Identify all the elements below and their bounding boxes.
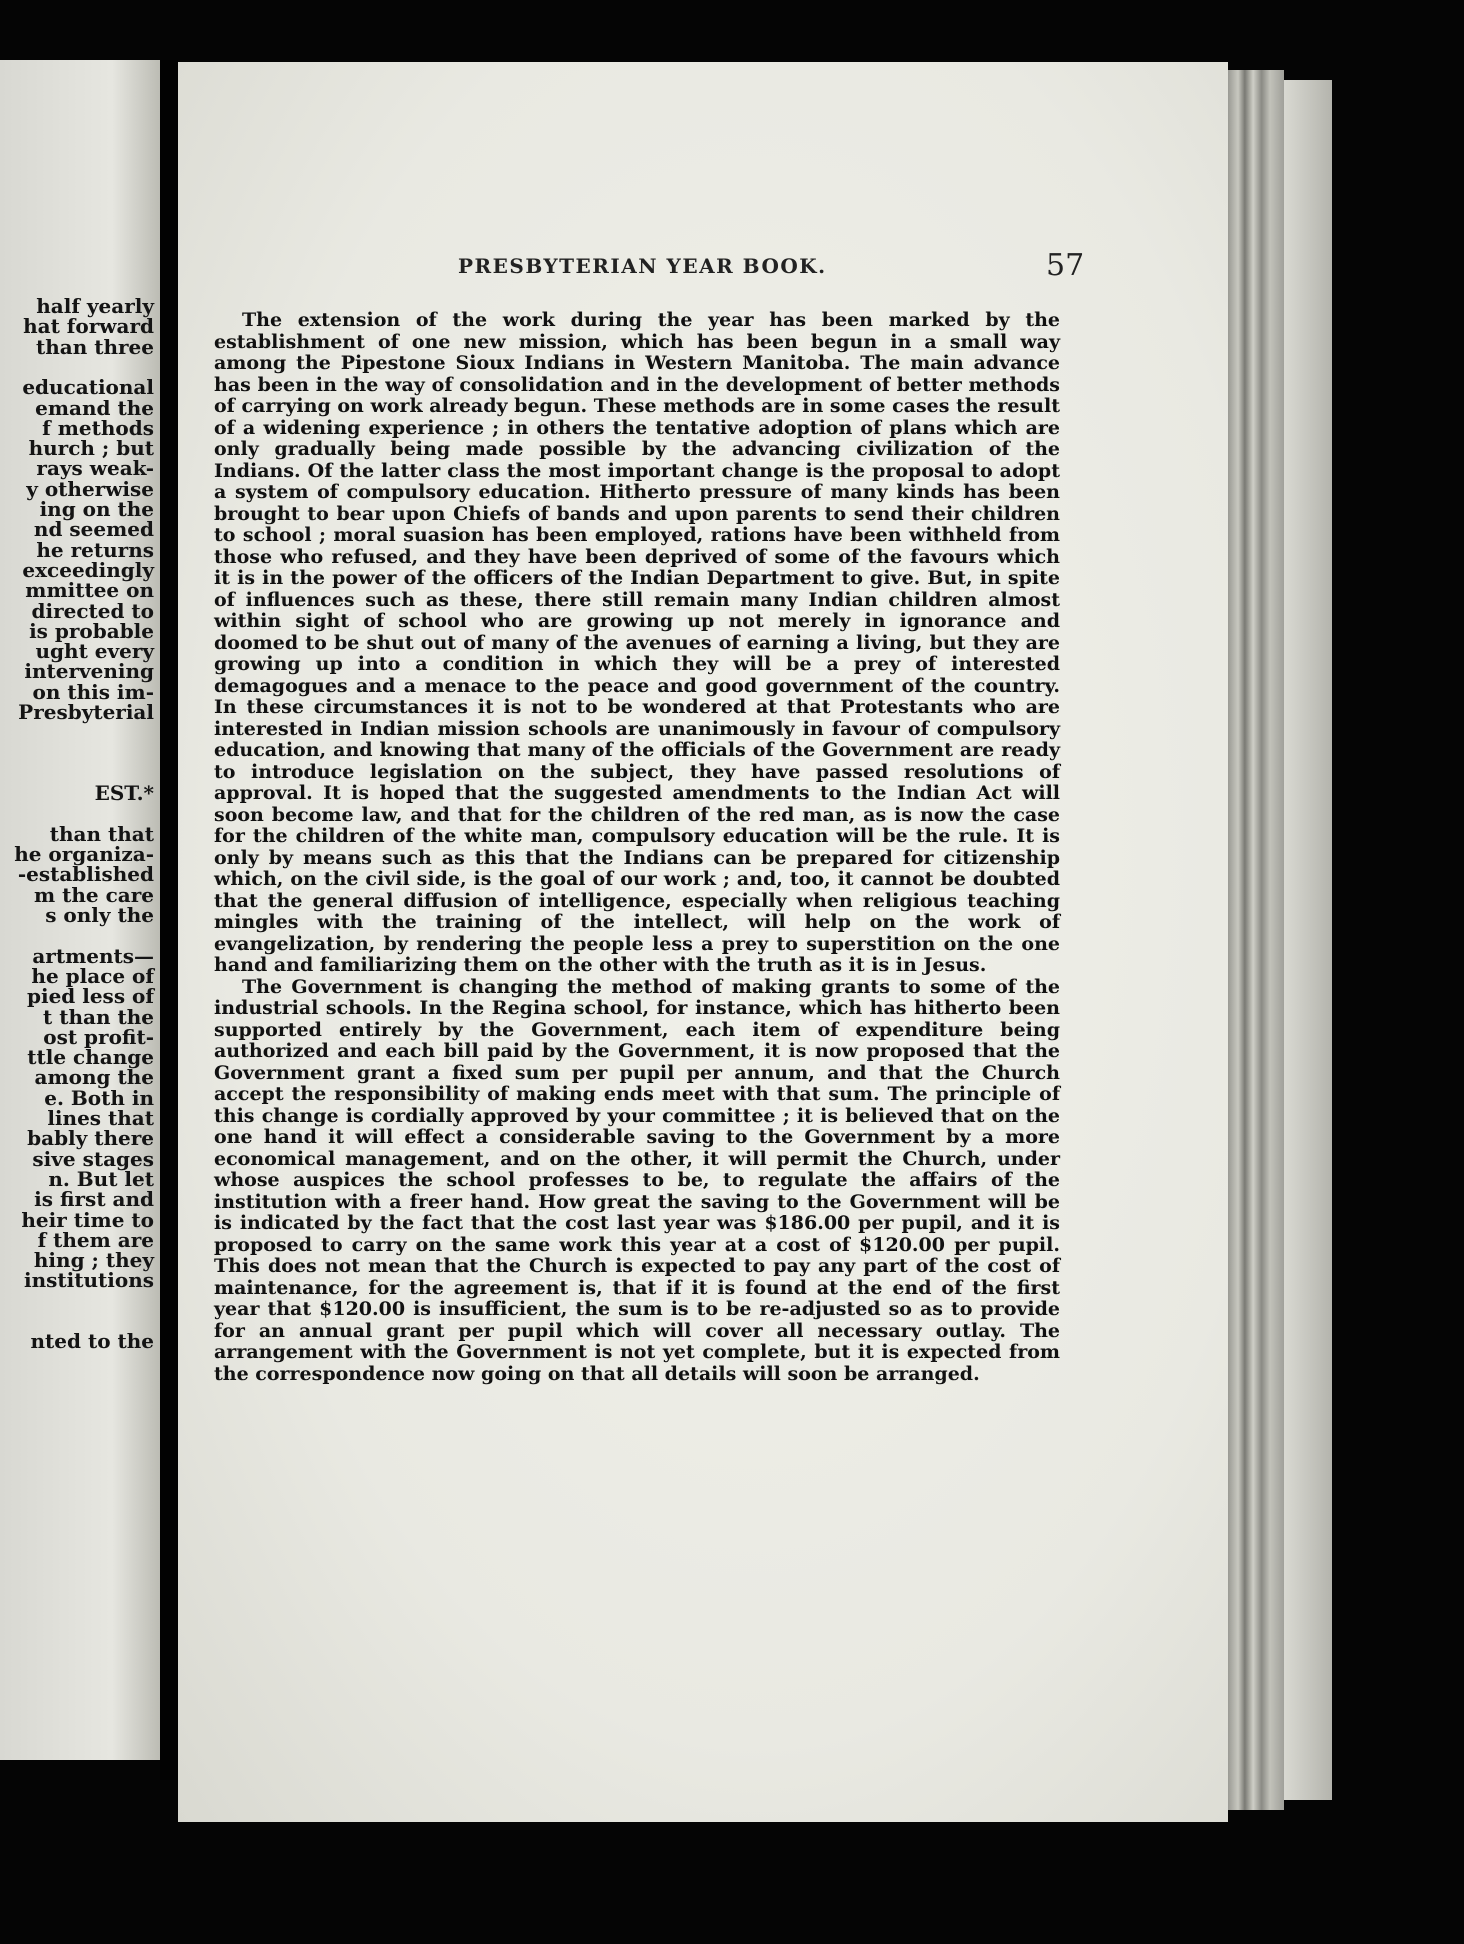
- left-page-line: heir time to: [21, 1207, 154, 1232]
- left-page-line: educational: [22, 375, 154, 400]
- left-page-line: y otherwise: [26, 476, 154, 501]
- left-page-line: bably there: [27, 1126, 154, 1151]
- left-page-line: EST.*: [94, 781, 154, 806]
- left-page-line: lines that: [47, 1106, 154, 1130]
- left-page-line: hat forward: [23, 314, 154, 339]
- left-page-line: directed to: [31, 598, 154, 623]
- page-edge-stack: [1228, 70, 1284, 1810]
- left-page-line: -established: [17, 862, 154, 887]
- left-page-line: rays weak-: [36, 456, 154, 481]
- left-page-line: he place of: [31, 963, 154, 988]
- left-page-line: he organiza-: [14, 842, 154, 867]
- left-page-line: institutions: [24, 1268, 154, 1293]
- left-page-line: n. But let: [48, 1166, 154, 1191]
- left-page-line: ing on the: [39, 497, 154, 521]
- left-page-line: exceedingly: [22, 557, 154, 582]
- book-gutter: [160, 60, 178, 1780]
- left-page-line: artments—: [32, 943, 154, 968]
- left-facing-page: [0, 60, 160, 1760]
- left-page-line: ttle change: [27, 1045, 154, 1070]
- left-page-line: than three: [35, 334, 154, 359]
- paragraph-2: The Government is changing the method of making grants to some of the industrial schools. In the Regina school, for instance, which has hitherto been supported entirely by the Government, each item of expenditure being authorized and each bill paid by the Government, it is now proposed that the Government grant a fixed sum per pupil per annum, and that the Church accept the responsibility of making ends meet with that sum. The principle of this change is cordially approved by your committee ; it is believed that on the one hand it will effect a considerable saving to the Government by a more economical management, and on the other, it will permit the Church, under whose auspices the school professes to be, to regulate the affairs of the institution with a freer hand. How great the saving to the Government will be is indicated by the fact that the cost last year was $186.00 per pupil, and it is proposed to carry on the same work this year at a cost of $120.00 per pupil. This does not mean that the Church is expected to pay any part of the cost of maintenance, for the agreement is, that if it is found at the end of the first year that $120.00 is insufficient, the sum is to be re-adjusted so as to provide for an annual grant per pupil which will cover all necessary outlay. The arrangement with the Government is not yet complete, but it is expected from the correspondence now going on that all details will soon be arranged.: [214, 975, 1060, 1385]
- left-page-line: nted to the: [30, 1329, 154, 1354]
- left-page-line: is first and: [34, 1187, 154, 1212]
- left-page-line: t than the: [43, 1004, 154, 1029]
- left-page-line: s only the: [45, 903, 154, 927]
- running-head: PRESBYTERIAN YEAR BOOK.: [458, 254, 827, 278]
- left-page-line: half yearly: [36, 294, 154, 318]
- back-page-edge: [1284, 80, 1332, 1800]
- left-page-line: intervening: [24, 659, 154, 684]
- left-page-line: mmittee on: [25, 578, 154, 603]
- left-page-line: hing ; they: [33, 1248, 154, 1273]
- left-page-line: among the: [34, 1065, 154, 1090]
- left-page-line: than that: [49, 821, 154, 846]
- left-page-line: on this im-: [32, 679, 154, 704]
- body-text: [214, 310, 1060, 1385]
- page-number: 57: [1046, 248, 1085, 283]
- left-page-line: f methods: [42, 415, 154, 440]
- left-page-line: emand the: [35, 395, 154, 420]
- left-page-line: he returns: [36, 537, 154, 562]
- left-page-line: ost profit-: [43, 1024, 154, 1049]
- left-page-line: is probable: [29, 618, 154, 643]
- left-page-line: nd seemed: [33, 517, 154, 542]
- paragraph-1: The extension of the work during the year has been marked by the establishment of one new mission, which has been begun in a small way among the Pipestone Sioux Indians in Western Manitoba. The main advance has been in the way of consolidation and in the development of better methods of carrying on work already begun. These methods are in some cases the result of a widening experience ; in others the tentative adoption of plans which are only gradually being made possible by the advancing civilization of the Indians. Of the latter class the most important change is the proposal to adopt a system of compulsory education. Hitherto pressure of many kinds has been brought to bear upon Chiefs of bands and upon parents to send their children to school ; moral suasion has been employed, rations have been withheld from those who refused, and they have been deprived of some of the favours which it is in the power of the officers of the Indian Department to give. But, in spite of influences such as these, there still remain many Indian children almost within sight of school who are growing up not merely in ignorance and doomed to be shut out of many of the avenues of earning a living, but they are growing up into a condition in which they will be a prey of interested demagogues and a menace to the peace and good government of the country. In these circumstances it is not to be wondered at that Protestants who are interested in Indian mission schools are unanimously in favour of compulsory education, and knowing that many of the officials of the Government are ready to introduce legislation on the subject, they have passed resolutions of approval. It is hoped that the suggested amendments to the Indian Act will soon become law, and that for the children of the red man, as is now the case for the children of the white man, compulsory education will be the rule. It is only by means such as this that the Indians can be prepared for citizenship which, on the civil side, is the goal of our work ; and, too, it cannot be doubted that the general diffusion of intelligence, especially when religious teaching mingles with the training of the intellect, will help on the work of evangelization, by rendering the people less a prey to superstition on the one hand and familiarizing them on the other with the truth as it is in Jesus.: [214, 309, 1060, 976]
- left-page-line: pied less of: [26, 984, 154, 1009]
- left-page-line: sive stages: [32, 1146, 154, 1171]
- left-page-line: Presbyterial: [18, 700, 154, 724]
- left-page-line: f them are: [37, 1227, 154, 1252]
- left-page-line: hurch ; but: [28, 436, 154, 461]
- left-page-line: m the care: [34, 882, 154, 907]
- left-page-line: ught every: [35, 639, 154, 664]
- left-page-line: e. Both in: [44, 1085, 154, 1110]
- main-page: [178, 62, 1228, 1822]
